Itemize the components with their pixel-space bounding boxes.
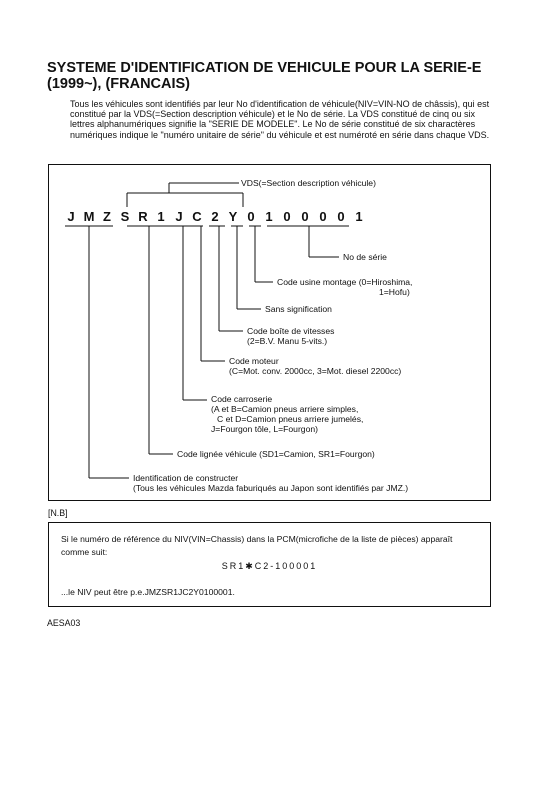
vin-char: Z (103, 209, 111, 224)
plant-label-2: 1=Hofu) (379, 287, 410, 297)
vin-char: C (192, 209, 202, 224)
intro-paragraph: Tous les véhicules sont identifiés par leur No d'identification de véhicule(NIV=VIN-NO de châssis), qui est constitué par la VDS(=Section description véhicule) et le No de série. La VDS constitué de cinq ou six lettres alphanumériques signifie la "SERIE DE MODELE". Le No de série constitué de six charactères numériques indique le "numéro unitaire de série" du véhicule et est numéroté en série dans chaque VDS. (70, 99, 490, 140)
vin-char: 1 (265, 209, 273, 224)
vin-char: 0 (337, 209, 345, 224)
vin-char: R (138, 209, 148, 224)
gearbox-label-1: Code boîte de vitesses (247, 326, 335, 336)
vin-char: M (83, 209, 95, 224)
vin-char: 2 (211, 209, 219, 224)
nb-example: ...le NIV peut être p.e.JMZSR1JC2Y0100001. (61, 587, 235, 597)
gearbox-label-2: (2=B.V. Manu 5-vits.) (247, 336, 328, 346)
maker-label-2: (Tous les véhicules Mazda faburiqués au Japon sont identifiés par JMZ.) (133, 483, 409, 493)
vin-char: 1 (355, 209, 363, 224)
nb-heading: [N.B] (48, 508, 68, 518)
page-title: SYSTEME D'IDENTIFICATION DE VEHICULE POUR LA SERIE-E (1999~), (FRANCAIS) (47, 60, 482, 92)
vin-char: S (120, 209, 130, 224)
no-significance-label: Sans signification (265, 304, 332, 314)
nb-box (48, 522, 491, 607)
engine-label-1: Code moteur (229, 356, 279, 366)
maker-label-1: Identification de constructer (133, 473, 239, 483)
line-code-label: Code lignée véhicule (SD1=Camion, SR1=Fourgon) (177, 449, 375, 459)
vin-char: 0 (247, 209, 255, 224)
vin-char: 0 (319, 209, 327, 224)
vin-diagram (48, 164, 491, 501)
body-label-4: J=Fourgon tôle, L=Fourgon) (211, 424, 319, 434)
vin-char: Y (228, 209, 238, 224)
body-label-1: Code carroserie (211, 394, 273, 404)
vds-label: VDS(=Section description véhicule) (241, 178, 376, 188)
vin-char: 0 (283, 209, 291, 224)
vin-char: J (175, 209, 183, 224)
serial-label: No de série (343, 252, 387, 262)
vin-code (49, 209, 490, 229)
vin-char: J (67, 209, 75, 224)
plant-label-1: Code usine montage (0=Hiroshima, (277, 277, 413, 287)
nb-code: SR1✱C2-100001 (221, 561, 318, 571)
engine-label-2: (C=Mot. conv. 2000cc, 3=Mot. diesel 2200cc) (229, 366, 402, 376)
nb-text: Si le numéro de référence du NIV(VIN=Chassis) dans la PCM(microfiche de la liste de pièces) apparaît comme suit: (61, 534, 453, 557)
body-label-3: C et D=Camion pneus arriere jumelés, (217, 414, 364, 424)
body-label-2: (A et B=Camion pneus arriere simples, (211, 404, 359, 414)
page-code: AESA03 (47, 618, 81, 628)
vin-char: 1 (157, 209, 165, 224)
vin-char: 0 (301, 209, 309, 224)
